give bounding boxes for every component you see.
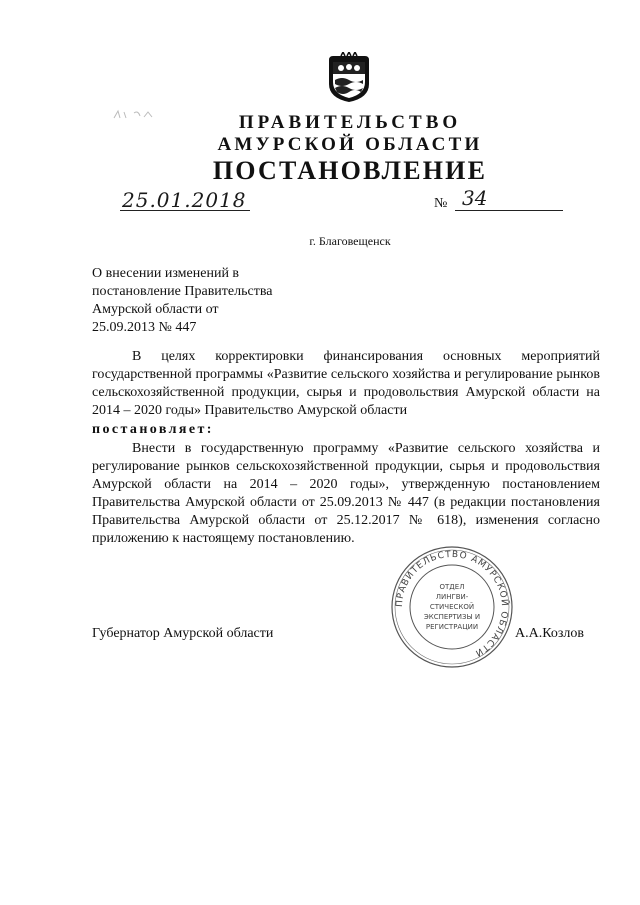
org-name-line1: ПРАВИТЕЛЬСТВО [238,112,462,133]
city-name: г. Благовещенск [309,234,391,248]
number-handwritten: 34 [462,186,488,210]
date-handwritten: 25.01.2018 [122,188,247,212]
subject-line: постановление Правительства [92,284,273,299]
org-name-line2: АМУРСКОЙ ОБЛАСТИ [217,134,483,155]
stamp-inner-line: ЛИНГВИ- [435,593,469,601]
signer-name: А.А.Козлов [515,626,584,641]
number-label: № [434,196,448,211]
date-underline [120,210,250,211]
stamp-inner-line: ЭКСПЕРТИЗЫ И [423,613,481,621]
subject-block [92,265,272,337]
official-stamp [390,545,514,669]
number-underline [455,210,563,211]
decree-word: постановляет: [92,422,214,437]
stamp-inner-line: СТИЧЕСКОЙ [429,603,475,611]
subject-line: О внесении изменений в [92,266,240,281]
stamp-outer-text: ПРАВИТЕЛЬСТВО АМУРСКОЙ ОБЛАСТИ [394,549,510,659]
subject-line: 25.09.2013 № 447 [92,320,197,335]
stamp-inner-line: ОТДЕЛ [439,583,465,591]
body-paragraph-1: В целях корректировки финансирования основных мероприятий государственной программы «Развитие сельского хозяйства и регулирование рынков сельскохозяйственной продукции, сырья и продовольствия Амурской области на 2014 – 2020 годы» Правительство Амурской области [92,349,600,418]
signer-title: Губернатор Амурской области [92,626,274,641]
doc-type-title: ПОСТАНОВЛЕНИЕ [212,156,488,185]
body-paragraph-2: Внести в государственную программу «Развитие сельского хозяйства и регулирование рынков сельскохозяйственной продукции, сырья и продовольствия Амурской области на 2014 – 2020 годы», утвержденную постановлением Правительства Амурской области от 25.09.2013 № 447 (в редакции постановления Правительства Амурской области от 25.12.2017 № 618), изменения согласно приложению к настоящему постановлению. [92,441,600,546]
amur-region-emblem-icon [327,52,371,104]
stamp-inner-line: РЕГИСТРАЦИИ [425,623,479,631]
subject-line: Амурской области от [92,302,219,317]
